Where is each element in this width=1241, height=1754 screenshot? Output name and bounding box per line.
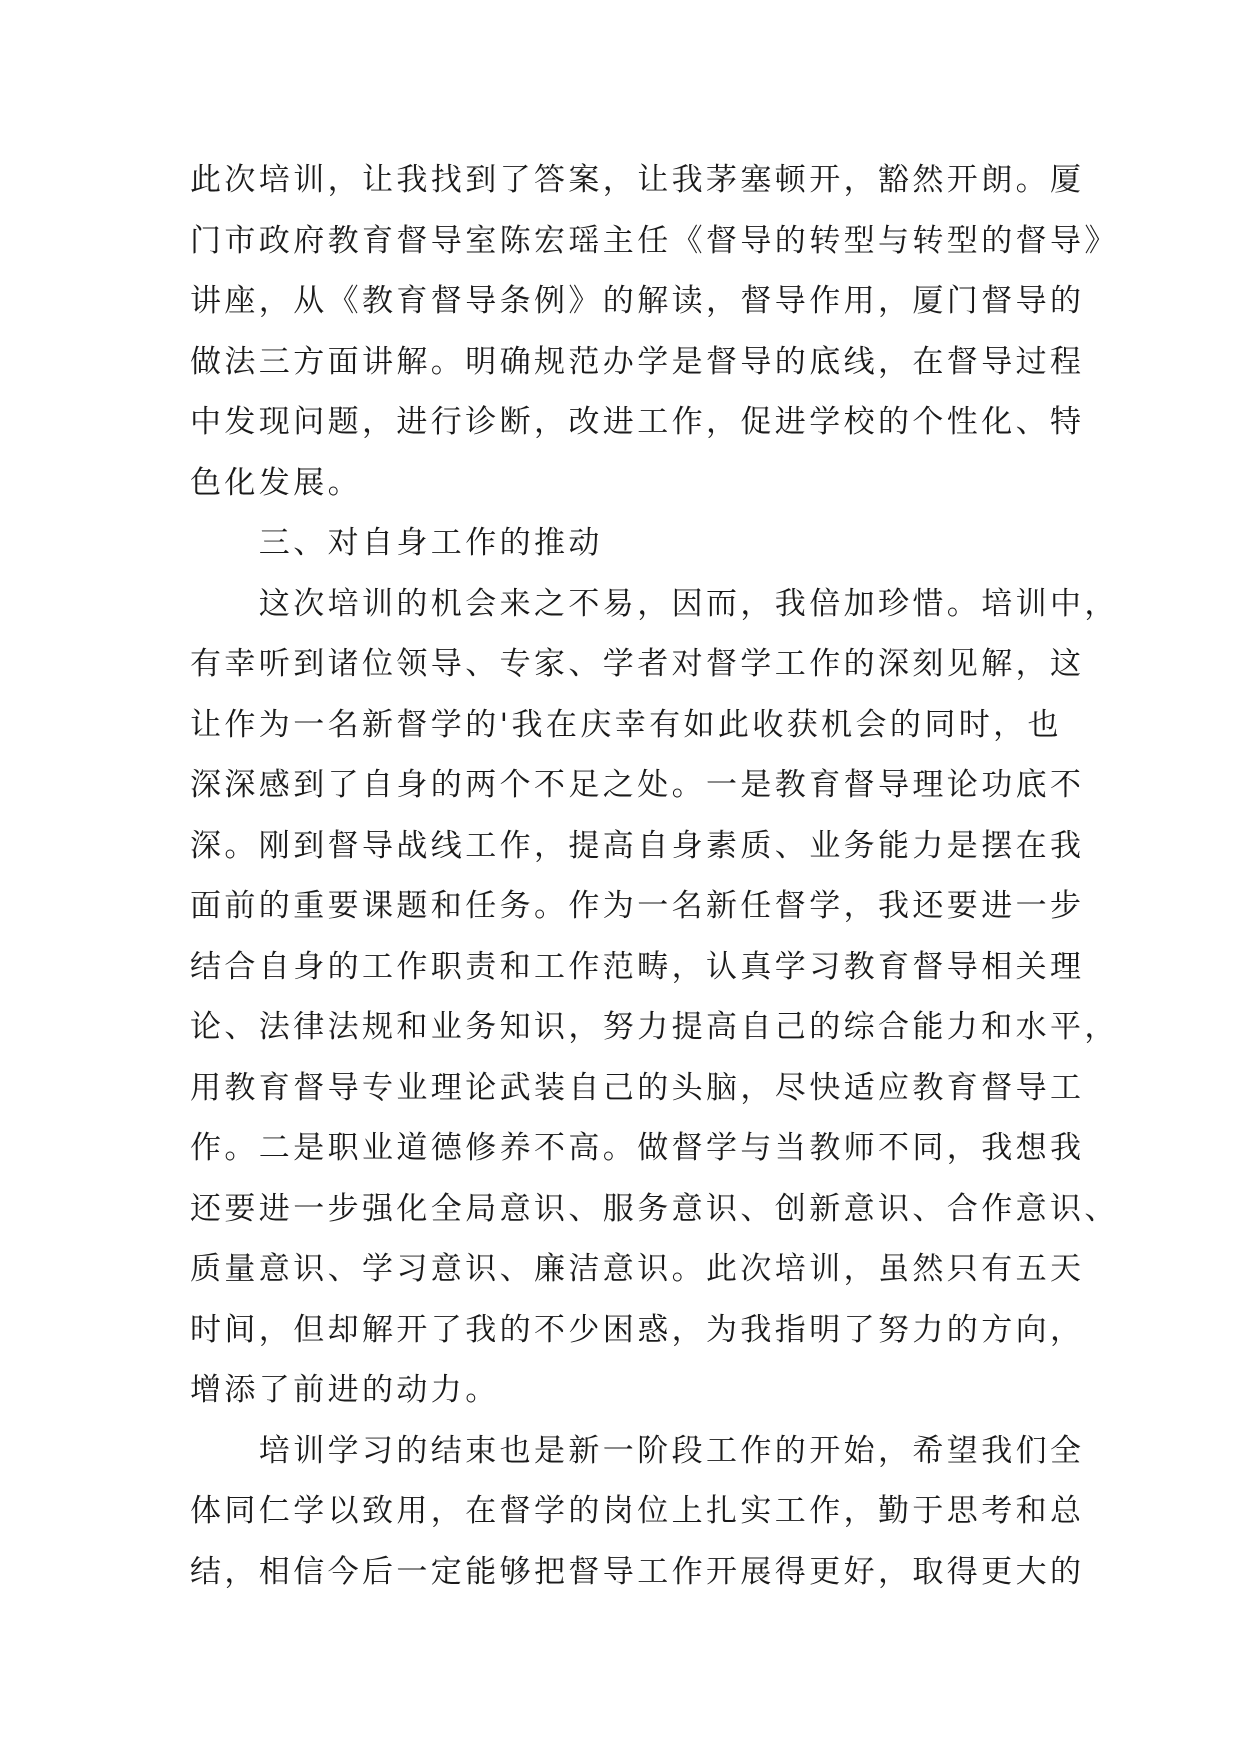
- text-line: 讲座，从《教育督导条例》的解读，督导作用，厦门督导的: [190, 283, 1085, 319]
- text-line: 深。刚到督导战线工作，提高自身素质、业务能力是摆在我: [190, 827, 1085, 864]
- text-line: 论、法律法规和业务知识，努力提高自己的综合能力和水平，: [190, 1009, 1119, 1045]
- text-line: 结，相信今后一定能够把督导工作开展得更好，取得更大的: [190, 1553, 1085, 1590]
- text-line: 质量意识、学习意识、廉洁意识。此次培训，虽然只有五天: [190, 1251, 1085, 1287]
- text-line: 结合自身的工作职责和工作范畴，认真学习教育督导相关理: [190, 948, 1085, 985]
- text-line: 体同仁学以致用，在督学的岗位上扎实工作，勤于思考和总: [190, 1493, 1085, 1529]
- text-line: 色化发展。: [190, 464, 362, 501]
- text-line: 中发现问题，进行诊断，改进工作，促进学校的个性化、特: [190, 404, 1085, 440]
- text-line: 深深感到了自身的两个不足之处。一是教育督导理论功底不: [190, 767, 1085, 803]
- text-line: 还要进一步强化全局意识、服务意识、创新意识、合作意识、: [190, 1190, 1119, 1227]
- text-line: 面前的重要课题和任务。作为一名新任督学，我还要进一步: [190, 888, 1085, 924]
- text-line: 做法三方面讲解。明确规范办学是督导的底线，在督导过程: [190, 343, 1085, 380]
- text-line: 门市政府教育督导室陈宏瑶主任《督导的转型与转型的督导》: [190, 222, 1119, 259]
- section-heading: 三、对自身工作的推动: [190, 525, 603, 561]
- text-line: 时间，但却解开了我的不少困惑，为我指明了努力的方向，: [190, 1311, 1085, 1348]
- text-line: 让作为一名新督学的'我在庆幸有如此收获机会的同时，也: [190, 706, 1062, 743]
- text-line: 用教育督导专业理论武装自己的头脑，尽快适应教育督导工: [190, 1069, 1085, 1106]
- text-line: 此次培训，让我找到了答案，让我茅塞顿开，豁然开朗。厦: [190, 162, 1085, 198]
- text-line: 作。二是职业道德修养不高。做督学与当教师不同，我想我: [190, 1130, 1085, 1166]
- text-line: 有幸听到诸位领导、专家、学者对督学工作的深刻见解，这: [190, 646, 1085, 682]
- paragraph-first-line: 培训学习的结束也是新一阶段工作的开始，希望我们全: [190, 1432, 1085, 1469]
- paragraph-first-line: 这次培训的机会来之不易，因而，我倍加珍惜。培训中，: [190, 585, 1119, 622]
- text-line: 增添了前进的动力。: [190, 1372, 500, 1408]
- document-body: [190, 150, 1119, 1602]
